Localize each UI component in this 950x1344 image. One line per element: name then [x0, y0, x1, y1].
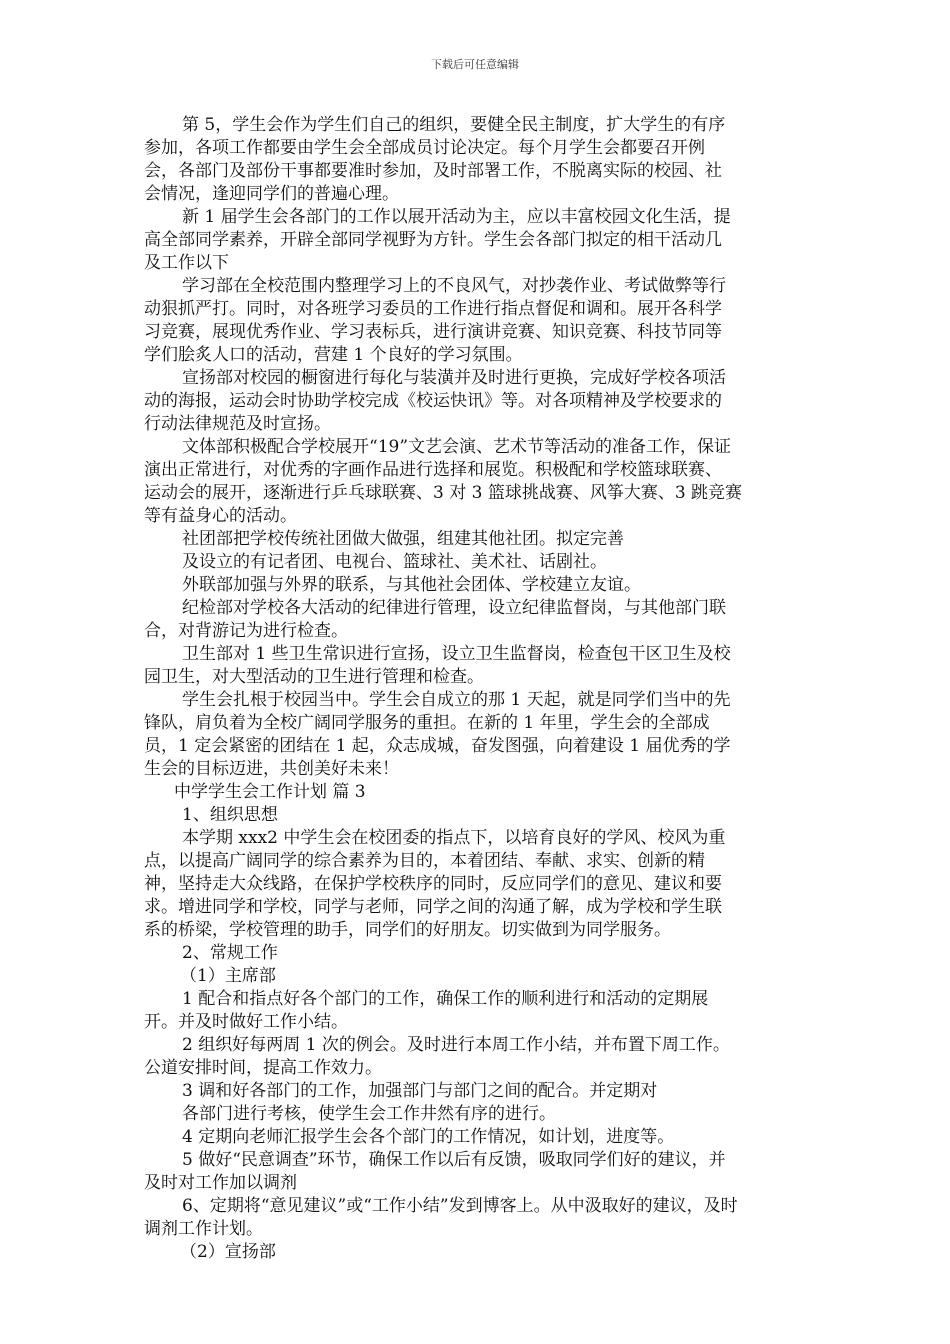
text-line: 及设立的有记者团、电视台、篮球社、美术社、话剧社。	[182, 552, 607, 572]
text-line: 系的桥梁，学校管理的助手，同学们的好朋友。切实做到为同学服务。	[144, 920, 671, 940]
text-line: 生会的目标迈进，共创美好未来！	[144, 759, 399, 779]
text-line: 行动法律规范及时宣扬。	[144, 414, 331, 434]
document-body	[144, 114, 804, 1264]
text-line: 及工作以下	[144, 253, 229, 273]
text-line: （2）宣扬部	[180, 1242, 276, 1262]
text-line: 宣扬部对校园的橱窗进行每化与装潢并及时进行更换，完成好学校各项活	[182, 368, 726, 388]
text-line: 及时对工作加以调剂	[144, 1173, 297, 1193]
text-line: 社团部把学校传统社团做大做强，组建其他社团。拟定完善	[182, 529, 624, 549]
text-line: 参加，各项工作都要由学生会全部成员讨论决定。每个月学生会都要召开例	[144, 138, 705, 158]
text-line: 1、组织思想	[182, 805, 278, 825]
text-line: 会情况，逢迎同学们的普遍心理。	[144, 184, 399, 204]
text-line: 4 定期向老师汇报学生会各个部门的工作情况，如计划，进度等。	[182, 1127, 675, 1147]
text-line: （1）主席部	[180, 966, 276, 986]
text-line: 学生会扎根于校园当中。学生会自成立的那 1 天起，就是同学们当中的先	[182, 690, 731, 710]
text-line: 运动会的展开，逐渐进行乒乓球联赛、3 对 3 篮球挑战赛、风筝大赛、3 跳竞赛	[144, 483, 743, 503]
text-line: 3 调和好各部门的工作，加强部门与部门之间的配合。并定期对	[182, 1081, 658, 1101]
text-line: 点，以提高广阔同学的综合素养为目的，本着团结、奉献、求实、创新的精	[144, 851, 705, 871]
text-line: 6、定期将“意见建议”或“工作小结”发到博客上。从中汲取好的建议，及时	[182, 1196, 738, 1216]
text-line: 园卫生，对大型活动的卫生进行管理和检查。	[144, 667, 484, 687]
text-line: 求。增进同学和学校，同学与老师，同学之间的沟通了解，成为学校和学生联	[144, 897, 722, 917]
text-line: 新 1 届学生会各部门的工作以展开活动为主，应以丰富校园文化生活，提	[182, 207, 731, 227]
text-line: 合，对背游记为进行检查。	[144, 621, 348, 641]
text-line: 学习部在全校范围内整理学习上的不良风气，对抄袭作业、考试做弊等行	[182, 276, 726, 296]
text-line: 各部门进行考核，使学生会工作井然有序的进行。	[182, 1104, 556, 1124]
text-line: 高全部同学素养，开辟全部同学视野为方针。学生会各部门拟定的相干活动几	[144, 230, 722, 250]
text-line: 文体部积极配合学校展开“19”文艺会演、艺术节等活动的准备工作，保证	[182, 437, 732, 457]
text-line: 第 5，学生会作为学生们自己的组织，要健全民主制度，扩大学生的有序	[182, 115, 726, 135]
text-line: 会，各部门及部份干事都要准时参加，及时部署工作，不脱离实际的校园、社	[144, 161, 722, 181]
text-line: 习竞赛，展现优秀作业、学习表标兵，进行演讲竞赛、知识竞赛、科技节同等	[144, 322, 722, 342]
text-line: 学们脍炙人口的活动，营建 1 个良好的学习氛围。	[144, 345, 523, 365]
text-line: 1 配合和指点好各个部门的工作，确保工作的顺利进行和活动的定期展	[182, 989, 709, 1009]
text-line: 神，坚持走大众线路，在保护学校秩序的同时，反应同学们的意见、建议和要	[144, 874, 722, 894]
text-line: 动的海报，运动会时协助学校完成《校运快讯》等。对各项精神及学校要求的	[144, 391, 722, 411]
text-line: 公道安排时间，提高工作效力。	[144, 1058, 382, 1078]
text-line: 调剂工作计划。	[144, 1219, 263, 1239]
page-header: 下载后可任意编辑	[431, 58, 519, 71]
text-line: 员，1 定会紧密的团结在 1 起，众志成城，奋发图强，向着建设 1 届优秀的学	[144, 736, 731, 756]
text-line: 锋队，肩负着为全校广阔同学服务的重担。在新的 1 年里，学生会的全部成	[144, 713, 710, 733]
text-line: 卫生部对 1 些卫生常识进行宣扬，设立卫生监督岗，检查包干区卫生及校	[182, 644, 731, 664]
text-line: 本学期 xxx2 中学生会在校团委的指点下，以培育良好的学风、校风为重	[182, 828, 726, 848]
text-line: 2、常规工作	[182, 943, 278, 963]
text-line: 2 组织好每两周 1 次的例会。及时进行本周工作小结，并布置下周工作。	[182, 1035, 730, 1055]
text-line: 动狠抓严打。同时，对各班学习委员的工作进行指点督促和调和。展开各科学	[144, 299, 722, 319]
text-line: 纪检部对学校各大活动的纪律进行管理，设立纪律监督岗，与其他部门联	[182, 598, 726, 618]
text-line: 中学学生会工作计划 篇 3	[174, 782, 366, 802]
text-line: 等有益身心的活动。	[144, 506, 297, 526]
text-line: 开。并及时做好工作小结。	[144, 1012, 348, 1032]
text-line: 演出正常进行，对优秀的字画作品进行选择和展览。积极配和学校篮球联赛、	[144, 460, 722, 480]
text-line: 5 做好“民意调查”环节，确保工作以后有反馈，吸取同学们好的建议，并	[182, 1150, 726, 1170]
text-line: 外联部加强与外界的联系，与其他社会团体、学校建立友谊。	[182, 575, 641, 595]
